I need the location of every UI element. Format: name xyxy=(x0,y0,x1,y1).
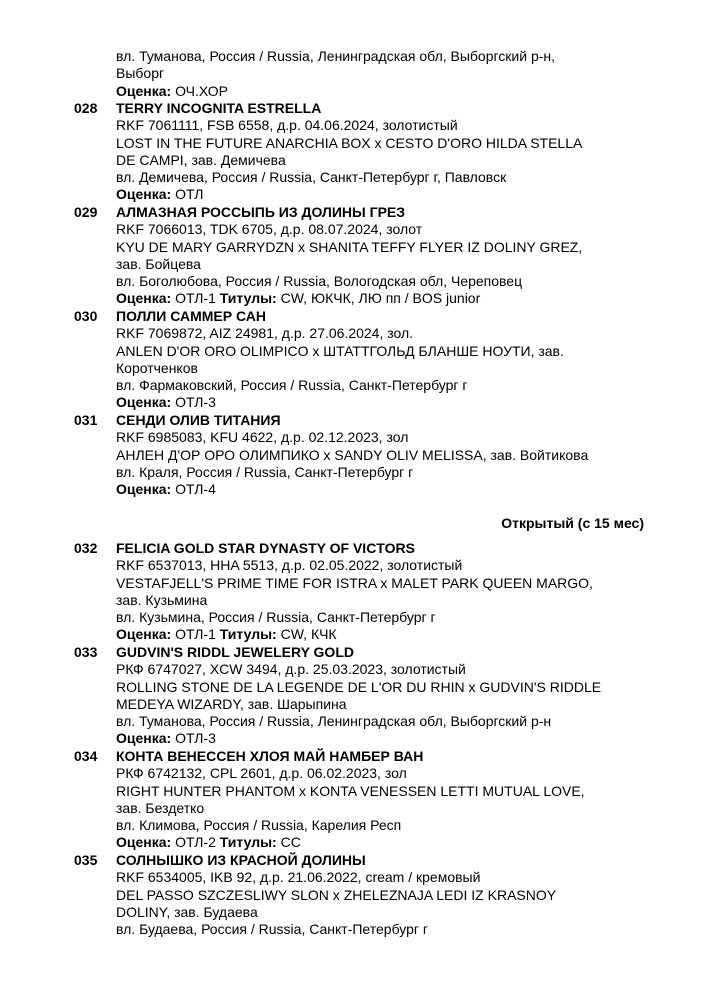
entry-body xyxy=(116,100,676,204)
entry-body xyxy=(116,644,676,748)
owner-line: вл. Кузьмина, Россия / Russia, Санкт-Петербург г xyxy=(116,609,436,626)
entry-number: 031 xyxy=(74,412,98,428)
owner-line: вл. Боголюбова, Россия / Russia, Вологодская обл, Череповец xyxy=(116,273,523,290)
registration-line: RKF 6534005, IKB 92, д.р. 21.06.2022, cream / кремовый xyxy=(116,869,481,886)
entry-body xyxy=(116,540,676,644)
grade-label: Оценка: xyxy=(116,730,172,747)
titles-value: CW, КЧК xyxy=(276,626,337,643)
grade-value: ОТЛ xyxy=(171,186,204,203)
dog-name: АЛМАЗНАЯ РОССЫПЬ ИЗ ДОЛИНЫ ГРЕЗ xyxy=(116,204,406,220)
grade-label: Оценка: xyxy=(116,290,172,307)
grade-line xyxy=(116,394,676,411)
titles-value: CW, ЮКЧК, ЛЮ пп / BOS junior xyxy=(276,290,481,307)
entry-number: 034 xyxy=(74,748,98,764)
entry-number: 035 xyxy=(74,852,98,868)
grade-line xyxy=(116,626,676,643)
registration-line: RKF 6537013, HHA 5513, д.р. 02.05.2022, золотистый xyxy=(116,557,463,574)
grade-label: Оценка: xyxy=(116,82,172,99)
pedigree-line: DEL PASSO SZCZESLIWY SLON x ZHELEZNAJA LEDI IZ KRASNOY xyxy=(116,886,557,903)
owner-line: вл. Туманова, Россия / Russia, Ленинградская обл, Выборгский р-н, xyxy=(116,48,556,64)
grade-line xyxy=(116,834,676,851)
titles-value: CC xyxy=(276,834,301,851)
entry-number: 033 xyxy=(74,644,98,660)
owner-line: вл. Туманова, Россия / Russia, Ленинградская обл, Выборгский р-н xyxy=(116,713,552,730)
pedigree-line: Коротченков xyxy=(116,359,198,376)
grade-value: ОТЛ-3 xyxy=(171,394,216,411)
pedigree-line: DE CAMPI, зав. Демичева xyxy=(116,151,286,168)
pedigree-line: MEDEYA WIZARDY, зав. Шарыпина xyxy=(116,695,347,712)
titles-label: Титулы: xyxy=(219,626,277,643)
grade-value: ОТЛ-1 xyxy=(171,626,220,643)
pedigree-line: ANLEN D'OR ORO OLIMPICO x ШТАТТГОЛЬД БЛАНШЕ НОУТИ, зав. xyxy=(116,342,564,359)
continuation-body xyxy=(116,48,676,100)
owner-line: вл. Демичева, Россия / Russia, Санкт-Петербург г, Павловск xyxy=(116,169,507,186)
owner-line: вл. Краля, Россия / Russia, Санкт-Петербург г xyxy=(116,463,414,480)
entry-number: 029 xyxy=(74,204,98,220)
grade-line xyxy=(116,730,676,747)
dog-name: СЕНДИ ОЛИВ ТИТАНИЯ xyxy=(116,412,281,428)
grade-label: Оценка: xyxy=(116,186,172,203)
dog-name: СОЛНЫШКО ИЗ КРАСНОЙ ДОЛИНЫ xyxy=(116,852,366,868)
owner-line: вл. Будаева, Россия / Russia, Санкт-Петербург г xyxy=(116,921,429,938)
pedigree-line: зав. Кузьмина xyxy=(116,591,208,608)
grade-value: ОТЛ-1 xyxy=(171,290,220,307)
class-section-title: Открытый (с 15 мес) xyxy=(501,515,644,531)
entry-body xyxy=(116,308,676,412)
dog-name: TERRY INCOGNITA ESTRELLA xyxy=(116,100,322,116)
pedigree-line: LOST IN THE FUTURE ANARCHIA BOX x CESTO D'ORO HILDA STELLA xyxy=(116,134,583,151)
grade-line xyxy=(116,83,676,100)
pedigree-line: DOLINY, зав. Будаева xyxy=(116,903,258,920)
registration-line: RKF 7066013, TDK 6705, д.р. 08.07.2024, золот xyxy=(116,221,423,238)
dog-name: ПОЛЛИ САММЕР САН xyxy=(116,308,266,324)
grade-value: ОТЛ-4 xyxy=(171,481,216,498)
entry-body xyxy=(116,204,676,308)
pedigree-line: АНЛЕН Д'ОР ОРО ОЛИМПИКО x SANDY OLIV MELISSA, зав. Войтикова xyxy=(116,446,589,463)
grade-value: ОЧ.ХОР xyxy=(171,82,228,99)
pedigree-line: RIGHT HUNTER PHANTOM x KONTA VENESSEN LETTI MUTUAL LOVE, xyxy=(116,782,585,799)
pedigree-line: зав. Бездетко xyxy=(116,799,205,816)
pedigree-line: ROLLING STONE DE LA LEGENDE DE L'OR DU RHIN x GUDVIN'S RIDDLE xyxy=(116,678,602,695)
owner-line: Выборг xyxy=(116,65,165,82)
dog-name: FELICIA GOLD STAR DYNASTY OF VICTORS xyxy=(116,540,415,556)
pedigree-line: VESTAFJELL'S PRIME TIME FOR ISTRA x MALET PARK QUEEN MARGO, xyxy=(116,574,593,591)
registration-line: RKF 6985083, KFU 4622, д.р. 02.12.2023, зол xyxy=(116,429,409,446)
entry-body xyxy=(116,412,676,498)
entry-number: 030 xyxy=(74,308,98,324)
owner-line: вл. Климова, Россия / Russia, Карелия Респ xyxy=(116,817,402,834)
registration-line: РКФ 6747027, XCW 3494, д.р. 25.03.2023, золотистый xyxy=(116,661,466,678)
grade-label: Оценка: xyxy=(116,834,172,851)
dog-name: GUDVIN'S RIDDL JEWELERY GOLD xyxy=(116,644,354,660)
registration-line: RKF 7069872, AIZ 24981, д.р. 27.06.2024, зол. xyxy=(116,325,414,342)
grade-label: Оценка: xyxy=(116,394,172,411)
grade-label: Оценка: xyxy=(116,481,172,498)
grade-line xyxy=(116,481,676,498)
entry-number: 028 xyxy=(74,100,98,116)
grade-label: Оценка: xyxy=(116,626,172,643)
grade-line xyxy=(116,290,676,307)
grade-value: ОТЛ-2 xyxy=(171,834,220,851)
entry-body xyxy=(116,748,676,852)
dog-name: КОНТА ВЕНЕССЕН ХЛОЯ МАЙ НАМБЕР ВАН xyxy=(116,748,424,764)
grade-line xyxy=(116,186,676,203)
owner-line: вл. Фармаковский, Россия / Russia, Санкт-Петербург г xyxy=(116,377,468,394)
pedigree-line: зав. Бойцева xyxy=(116,255,201,272)
titles-label: Титулы: xyxy=(219,834,277,851)
grade-value: ОТЛ-3 xyxy=(171,730,216,747)
entry-body xyxy=(116,852,676,938)
registration-line: RKF 7061111, FSB 6558, д.р. 04.06.2024, золотистый xyxy=(116,117,458,134)
registration-line: РКФ 6742132, CPL 2601, д.р. 06.02.2023, зол xyxy=(116,765,407,782)
titles-label: Титулы: xyxy=(219,290,277,307)
pedigree-line: KYU DE MARY GARRYDZN x SHANITA TEFFY FLYER IZ DOLINY GREZ, xyxy=(116,238,583,255)
entry-number: 032 xyxy=(74,540,98,556)
